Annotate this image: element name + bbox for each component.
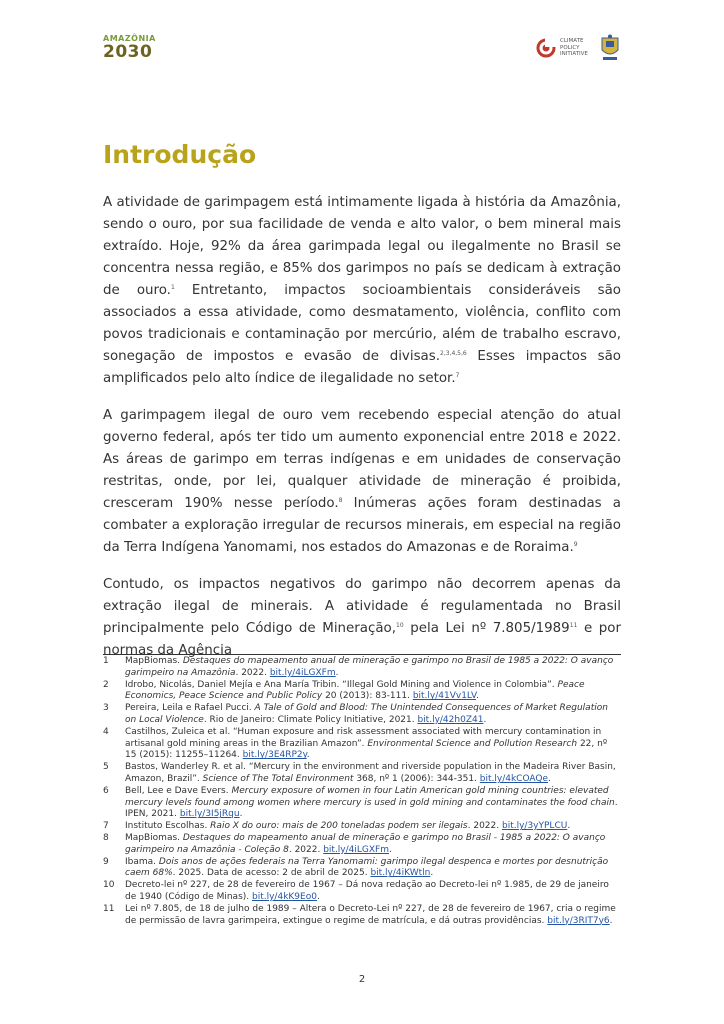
amazonia-2030-logo [103,34,183,61]
footnote-text [125,857,621,881]
footnote-segment: Instituto Escolhas. [125,821,211,832]
footnote-reference[interactable]: 11 [569,622,578,629]
footnote-segment: . [316,891,320,902]
footnote-title: Destaques do mapeamento anual de mineração e garimpo no Brasil de 1985 a 2022: O avanço garimpeiro na Amazônia [125,656,614,678]
footnote-segment: Bastos, Wanderley R. et al. “Mercury in the environment and riverside population in the Madeira River Basin, Amazon, Brazil”. [125,762,616,784]
footnote-segment: . [389,844,392,855]
footnote-text [125,821,621,833]
footnote-link[interactable]: bit.ly/4iLGXFm [323,844,389,855]
footnote-segment: . IPEN, 2021. [125,797,618,820]
footnote-divider [103,654,621,655]
footnote-link[interactable]: bit.ly/41Vv1LV [412,691,476,702]
paragraph [103,405,621,559]
footnote-segment: Idrobo, Nicolás, Daniel Mejía e Ana María Tribin. “Illegal Gold Mining and Violence in Colombia”. [125,679,558,690]
footnote [103,762,621,786]
footnote-number: 7 [103,821,109,832]
footnote-number: 5 [103,762,109,773]
footnote-text [125,656,621,680]
logo-2030-text: 2030 [103,42,153,62]
footnote-segment: . [548,773,551,784]
body-text [103,192,621,677]
footnote-segment: Castilhos, Zuleica et al. “Human exposure and risk assessment associated with mercury contamination in artisanal gold mining areas in the Brazilian Amazon”. [125,726,602,749]
cpi-wordmark: CLIMATE POLICY INITIATIVE [560,38,588,57]
footnote-segment: 20 (2013): 83-111. [322,691,413,702]
footnote-number: 4 [103,726,109,737]
footnote-segment: MapBiomas. [125,832,183,843]
footnote-segment: MapBiomas. [125,656,183,666]
footnote-link[interactable]: bit.ly/3I5jRqu [179,809,240,820]
footnote-segment: . 2022. [235,667,270,678]
footnote-number: 9 [103,856,109,867]
footnote-segment: Ibama. [125,856,159,867]
footnote-reference[interactable]: 10 [396,622,404,629]
footnote-text [125,762,621,786]
footnote [103,833,621,857]
footnote-number: 3 [103,703,109,714]
footnote-title: Mercury exposure of women in four Latin American gold mining countries: elevated mercury levels found among women where mercury is used in gold mining and contaminates the food chain [125,785,615,808]
footnote [103,786,621,821]
footnote-reference[interactable]: 8 [338,497,343,504]
footnote-number: 8 [103,832,109,843]
paragraph-text: A garimpagem ilegal de ouro vem recebendo especial atenção do atual governo federal, após ter tido um aumento exponencial entre 2018 e 2022. As áreas de garimpo em terras indígenas e em unidades de conservação restritas, onde, por lei, qualquer atividade de mineração é proibida, cresceram 190% nesse período. [103,408,621,511]
footnote-text [125,727,621,762]
paragraph-text: pela Lei nº 7.805/1989 [403,621,570,636]
footnote-title: Dois anos de ações federais na Terra Yanomami: garimpo ilegal despenca e mortes por desnutrição caem 68% [125,856,609,879]
page-title: Introdução [103,140,257,169]
footnote [103,656,621,680]
footnote-link[interactable]: bit.ly/3yYPLCU [501,821,568,832]
footnote-text [125,880,621,904]
footnote-title: A Tale of Gold and Blood: The Unintended Consequences of Market Regulation on Local Violence [125,703,608,725]
paragraph-text: Esses impactos são amplificados pelo alto índice de ilegalidade no setor. [103,349,621,386]
footnote-segment: . [609,915,613,926]
footnote-segment: . [306,750,310,761]
footnote-segment: . [483,714,487,725]
footnote-text [125,680,621,704]
footnote-segment: . [430,868,434,879]
footnote-text [125,833,621,857]
paragraph-text: Inúmeras ações foram destinadas a combater a exploração irregular de recursos minerais, em especial na região da Terra Indígena Yanomami, nos estados do Amazonas e de Roraima. [103,496,621,555]
paragraph-text: A atividade de garimpagem está intimamente ligada à história da Amazônia, sendo o ouro, por sua facilidade de venda e alto valor, o bem mineral mais extraído. Hoje, 92% da área garimpada legal ou ilegalmente no Brasil se concentra nessa região, e 85% dos garimpos no país se dedicam à extração de ouro. [103,195,621,298]
footnote-link[interactable]: bit.ly/4iLGXFm [269,667,336,678]
footnote [103,857,621,881]
footnote [103,727,621,762]
footnote [103,880,621,904]
footnote [103,821,621,833]
footnote-number: 6 [103,785,109,796]
footnote-segment: Pereira, Leila e Rafael Pucci. [125,703,255,714]
paragraph [103,192,621,390]
footnote-segment: . [239,809,243,820]
footnotes [103,656,621,927]
paragraph-text: Contudo, os impactos negativos do garimpo não decorrem apenas da extração ilegal de minerais. A atividade é regulamentada no Brasil principalmente pelo Código de Mineração, [103,577,621,636]
footnote-segment: . 2022. [467,821,502,832]
footnote-link[interactable]: bit.ly/4iKWtln [370,868,431,879]
footnote-segment: . [567,821,571,832]
footnote-segment: 22, nº 15 (2015): 11255–11264. [125,738,608,761]
footnote-link[interactable]: bit.ly/42h0Z41 [417,714,484,725]
footnote-reference[interactable]: 1 [170,284,175,291]
footnote-number: 2 [103,679,109,690]
footnote-segment: . 2022. [288,844,324,855]
footnote-link[interactable]: bit.ly/3E4RP2y [242,750,307,761]
footnote [103,680,621,704]
paragraph [103,574,621,662]
logo-amazonia-text: AMAZÔNIA [103,34,156,43]
cpi-circle-icon [536,38,556,58]
footnote [103,904,621,928]
footnote-text [125,904,621,928]
footnote-title: Peace Economics, Peace Science and Public Policy [125,679,585,702]
footnote [103,703,621,727]
footnote-link[interactable]: bit.ly/4kCOAQe [479,773,549,784]
footnote-text [125,786,621,821]
puc-rio-seal-icon [599,34,621,62]
footnote-number: 11 [103,903,115,914]
footnote-segment: Bell, Lee e Dave Evers. [125,785,232,796]
footnote-title: Science of The Total Environment [202,773,354,784]
footnote-title: Destaques do mapeamento anual de mineração e garimpo no Brasil - 1985 a 2022: O avanço garimpeiro na Amazônia - Coleção 8 [125,832,606,855]
footnote-number: 10 [103,880,115,891]
footnote-reference[interactable]: 7 [455,372,460,379]
footnote-number: 1 [103,656,109,666]
footnote-title: Environmental Science and Pollution Research [367,738,578,749]
footnote-segment: Lei nº 7.805, de 18 de julho de 1989 – Altera o Decreto-Lei nº 227, de 28 de fevereiro de 1967, cria o regime de permissão de lavra garimpeira, extingue o regime de matrícula, e dá outras providências. [125,903,616,926]
footnote-link[interactable]: bit.ly/4kK9Eo0 [252,891,317,902]
paragraph-text: Entretanto, impactos socioambientais consideráveis são associados a essa atividade, como desmatamento, violência, conflito com povos tradicionais e contaminação por mercúrio, além de trabalho escravo, sonegação de impostos e evasão de divisas. [103,283,621,364]
footnote-text [125,703,621,727]
footnote-segment: . Rio de Janeiro: Climate Policy Initiative, 2021. [203,714,418,725]
footnote-segment: 368, nº 1 (2006): 344-351. [353,773,480,784]
footnote-title: Raio X do ouro: mais de 200 toneladas podem ser ilegais [210,821,468,832]
page-number: 2 [358,974,366,985]
footnote-reference[interactable]: 2,3,4,5,6 [440,350,467,357]
footnote-reference[interactable]: 9 [573,541,578,548]
footnote-segment: . [475,691,479,702]
footnote-segment: . 2025. Data de acesso: 2 de abril de 2025. [172,868,371,879]
footnote-link[interactable]: bit.ly/3RIT7y6 [547,915,610,926]
paragraph-text: e por normas da Agência [103,621,621,658]
footnote-segment: . [335,667,339,678]
cpi-puc-logo [536,36,626,66]
footnote-segment: Decreto-lei nº 227, de 28 de fevereiro de 1967 – Dá nova redação ao Decreto-lei nº 1.985, de 29 de janeiro de 1940 (Código de Minas). [125,880,609,902]
page-header [0,28,724,68]
